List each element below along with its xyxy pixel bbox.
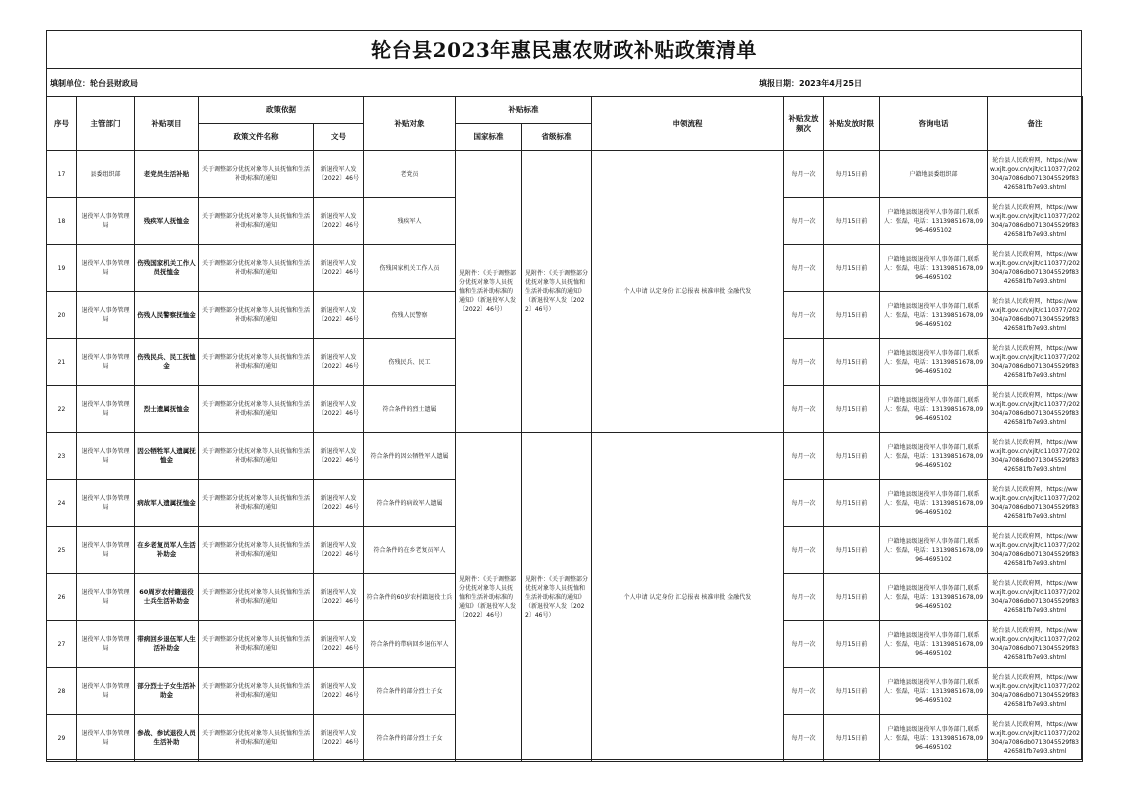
cell-seq: 21 — [47, 339, 77, 386]
cell-target: 符合条件的烈士遗属 — [364, 386, 456, 433]
cell-seq: 22 — [47, 386, 77, 433]
cell-time: 每月15日前 — [824, 480, 880, 527]
policy-sheet — [46, 30, 1082, 760]
cell-doc-name: 关于调整部分优抚对象等人员抚恤和生活补助标准的通知 — [199, 292, 314, 339]
cell-time: 每月15日前 — [824, 339, 880, 386]
cell-remark: 轮台县人民政府网，https://www.xjlt.gov.cn/xjlt/c110377/202304/a7086db0713045529f83426581fb7e93.shtml — [988, 198, 1083, 245]
header-basis: 政策依据 — [199, 97, 364, 124]
header-item: 补贴项目 — [135, 97, 199, 151]
cell-seq: 23 — [47, 433, 77, 480]
cell-remark: 轮台县人民政府网，https://www.xjlt.gov.cn/xjlt/c110377/202304/a7086db0713045529f83426581fb7e93.shtml — [988, 668, 1083, 715]
cell-dept: 退役军人事务管理局 — [77, 527, 135, 574]
cell-target: 老党员 — [364, 151, 456, 198]
header-national: 国家标准 — [456, 124, 522, 151]
compiler-unit: 填制单位：轮台县财政局 — [50, 79, 138, 88]
cell-item: 病故军人遗属抚恤金 — [135, 480, 199, 527]
cell-frequency: 每月一次 — [784, 480, 824, 527]
cell-item: 带病回乡退伍军人生活补助金 — [135, 621, 199, 668]
cell-doc-name: 关于调整部分优抚对象等人员抚恤和生活补助标准的通知 — [199, 433, 314, 480]
cell-seq: 17 — [47, 151, 77, 198]
cell-dept: 退役军人事务管理局 — [77, 621, 135, 668]
cell-doc-name: 关于调整部分优抚对象等人员抚恤和生活补助标准的通知 — [199, 480, 314, 527]
cell-phone: 户籍地县级退役军人事务部门,联系人：张磊，电话：13139851678,0996-4695102 — [880, 715, 988, 762]
cell-doc-no: 新退役军人发〔2022〕46号 — [314, 386, 364, 433]
cell-doc-no: 新退役军人发〔2022〕46号 — [314, 339, 364, 386]
header-doc-no: 文号 — [314, 124, 364, 151]
header-provincial: 省级标准 — [522, 124, 592, 151]
cell-frequency: 每月一次 — [784, 574, 824, 621]
header-doc-name: 政策文件名称 — [199, 124, 314, 151]
cell-item: 烈士遗属抚恤金 — [135, 386, 199, 433]
cell-doc-no: 新退役军人发〔2022〕46号 — [314, 480, 364, 527]
cell-doc-name: 关于调整部分优抚对象等人员抚恤和生活补助标准的通知 — [199, 198, 314, 245]
report-date: 填报日期：2023年4月25日 — [759, 79, 862, 88]
cell-time: 每月15日前 — [824, 574, 880, 621]
cell-time: 每月15日前 — [824, 715, 880, 762]
cell-item: 伤残民兵、民工抚恤金 — [135, 339, 199, 386]
cell-dept: 退役军人事务管理局 — [77, 574, 135, 621]
cell-target: 符合条件的部分烈士子女 — [364, 668, 456, 715]
header-process: 申领流程 — [592, 97, 784, 151]
cell-doc-name: 关于调整部分优抚对象等人员抚恤和生活补助标准的通知 — [199, 668, 314, 715]
cell-remark: 轮台县人民政府网，https://www.xjlt.gov.cn/xjlt/c110377/202304/a7086db0713045529f83426581fb7e93.shtml — [988, 715, 1083, 762]
cell-doc-name: 关于调整部分优抚对象等人员抚恤和生活补助标准的通知 — [199, 339, 314, 386]
cell-target: 伤残人民警察 — [364, 292, 456, 339]
cell-frequency: 每月一次 — [784, 527, 824, 574]
cell-frequency: 每月一次 — [784, 433, 824, 480]
cell-doc-no: 新退役军人发〔2022〕46号 — [314, 198, 364, 245]
header-standard: 补贴标准 — [456, 97, 592, 124]
cell-doc-name: 关于调整部分优抚对象等人员抚恤和生活补助标准的通知 — [199, 621, 314, 668]
cell-doc-no: 新退役军人发〔2022〕46号 — [314, 621, 364, 668]
cell-target: 符合条件的带病回乡退伍军人 — [364, 621, 456, 668]
cell-target: 符合条件的病故军人遗属 — [364, 480, 456, 527]
cell-item: 60周岁农村籍退役士兵生活补助金 — [135, 574, 199, 621]
header-frequency: 补贴发放频次 — [784, 97, 824, 151]
cell-phone: 户籍地县级退役军人事务部门,联系人：张磊，电话：13139851678,0996-4695102 — [880, 245, 988, 292]
cell-doc-no: 新退役军人发〔2022〕46号 — [314, 292, 364, 339]
cell-provincial-standard: 见附件：《关于调整部分优抚对象等人员抚恤和生活补助标准的通知》（新退役军人发〔2022〕46号） — [522, 151, 592, 433]
cell-phone: 户籍地县级退役军人事务部门,联系人：张磊，电话：13139851678,0996-4695102 — [880, 198, 988, 245]
cell-frequency: 每月一次 — [784, 621, 824, 668]
cell-dept: 退役军人事务管理局 — [77, 339, 135, 386]
cell-remark: 轮台县人民政府网，https://www.xjlt.gov.cn/xjlt/c110377/202304/a7086db0713045529f83426581fb7e93.shtml — [988, 480, 1083, 527]
cell-doc-name: 关于调整部分优抚对象等人员抚恤和生活补助标准的通知 — [199, 151, 314, 198]
cell-doc-name: 关于调整部分优抚对象等人员抚恤和生活补助标准的通知 — [199, 386, 314, 433]
cell-item: 部分烈士子女生活补助金 — [135, 668, 199, 715]
cell-time: 每月15日前 — [824, 621, 880, 668]
cell-time: 每月15日前 — [824, 433, 880, 480]
cell-dept: 退役军人事务管理局 — [77, 292, 135, 339]
cell-item: 因公牺牲军人遗属抚恤金 — [135, 433, 199, 480]
cell-phone: 户籍地县级退役军人事务部门,联系人：张磊，电话：13139851678,0996-4695102 — [880, 621, 988, 668]
cell-remark: 轮台县人民政府网，https://www.xjlt.gov.cn/xjlt/c110377/202304/a7086db0713045529f83426581fb7e93.shtml — [988, 245, 1083, 292]
cell-national-standard: 见附件：《关于调整部分优抚对象等人员抚恤和生活补助标准的通知》（新退役军人发〔2022〕46号） — [456, 433, 522, 762]
cell-doc-no: 新退役军人发〔2022〕46号 — [314, 151, 364, 198]
table-body — [47, 151, 1083, 762]
cell-phone: 户籍地县级退役军人事务部门,联系人：张磊，电话：13139851678,0996-4695102 — [880, 433, 988, 480]
cell-dept: 退役军人事务管理局 — [77, 245, 135, 292]
cell-seq: 25 — [47, 527, 77, 574]
cell-seq: 19 — [47, 245, 77, 292]
cell-time: 每月15日前 — [824, 386, 880, 433]
cell-target: 符合条件的因公牺牲军人遗属 — [364, 433, 456, 480]
cell-phone: 户籍地县级退役军人事务部门,联系人：张磊，电话：13139851678,0996-4695102 — [880, 574, 988, 621]
cell-seq: 20 — [47, 292, 77, 339]
cell-remark: 轮台县人民政府网，https://www.xjlt.gov.cn/xjlt/c110377/202304/a7086db0713045529f83426581fb7e93.shtml — [988, 621, 1083, 668]
cell-seq: 27 — [47, 621, 77, 668]
header-time: 补贴发放时限 — [824, 97, 880, 151]
cell-remark: 轮台县人民政府网，https://www.xjlt.gov.cn/xjlt/c110377/202304/a7086db0713045529f83426581fb7e93.shtml — [988, 292, 1083, 339]
cell-frequency: 每月一次 — [784, 198, 824, 245]
page-title: 轮台县2023年惠民惠农财政补贴政策清单 — [47, 31, 1081, 69]
info-line — [47, 69, 1081, 97]
cell-dept: 退役军人事务管理局 — [77, 433, 135, 480]
cell-process: 个人申请 认定身份 汇总报表 核准审批 金融代发 — [592, 433, 784, 762]
cell-remark: 轮台县人民政府网，https://www.xjlt.gov.cn/xjlt/c110377/202304/a7086db0713045529f83426581fb7e93.shtml — [988, 151, 1083, 198]
cell-frequency: 每月一次 — [784, 339, 824, 386]
cell-frequency: 每月一次 — [784, 292, 824, 339]
cell-process: 个人申请 认定身份 汇总报表 核准审批 金融代发 — [592, 151, 784, 433]
cell-target: 伤残民兵、民工 — [364, 339, 456, 386]
cell-doc-name: 关于调整部分优抚对象等人员抚恤和生活补助标准的通知 — [199, 245, 314, 292]
cell-frequency: 每月一次 — [784, 245, 824, 292]
cell-dept: 县委组织部 — [77, 151, 135, 198]
cell-doc-no: 新退役军人发〔2022〕46号 — [314, 433, 364, 480]
table-row — [47, 433, 1083, 480]
cell-dept: 退役军人事务管理局 — [77, 386, 135, 433]
cell-item: 伤残国家机关工作人员抚恤金 — [135, 245, 199, 292]
cell-seq: 24 — [47, 480, 77, 527]
cell-doc-no: 新退役军人发〔2022〕46号 — [314, 715, 364, 762]
cell-dept: 退役军人事务管理局 — [77, 668, 135, 715]
cell-doc-no: 新退役军人发〔2022〕46号 — [314, 574, 364, 621]
cell-time: 每月15日前 — [824, 668, 880, 715]
cell-time: 每月15日前 — [824, 151, 880, 198]
table-row — [47, 151, 1083, 198]
cell-seq: 29 — [47, 715, 77, 762]
cell-remark: 轮台县人民政府网，https://www.xjlt.gov.cn/xjlt/c110377/202304/a7086db0713045529f83426581fb7e93.shtml — [988, 527, 1083, 574]
cell-item: 参战、参试退役人员生活补助 — [135, 715, 199, 762]
cell-remark: 轮台县人民政府网，https://www.xjlt.gov.cn/xjlt/c110377/202304/a7086db0713045529f83426581fb7e93.shtml — [988, 574, 1083, 621]
subsidy-table — [46, 96, 1083, 762]
cell-doc-name: 关于调整部分优抚对象等人员抚恤和生活补助标准的通知 — [199, 574, 314, 621]
cell-national-standard: 见附件：《关于调整部分优抚对象等人员抚恤和生活补助标准的通知》（新退役军人发〔2022〕46号） — [456, 151, 522, 433]
cell-phone: 户籍地县级退役军人事务部门,联系人：张磊，电话：13139851678,0996-4695102 — [880, 668, 988, 715]
cell-seq: 18 — [47, 198, 77, 245]
cell-phone: 户籍地县委组织部 — [880, 151, 988, 198]
cell-time: 每月15日前 — [824, 527, 880, 574]
cell-target: 残疾军人 — [364, 198, 456, 245]
cell-dept: 退役军人事务管理局 — [77, 480, 135, 527]
cell-dept: 退役军人事务管理局 — [77, 715, 135, 762]
cell-seq: 26 — [47, 574, 77, 621]
cell-frequency: 每月一次 — [784, 151, 824, 198]
cell-time: 每月15日前 — [824, 198, 880, 245]
cell-doc-name: 关于调整部分优抚对象等人员抚恤和生活补助标准的通知 — [199, 527, 314, 574]
header-target: 补贴对象 — [364, 97, 456, 151]
cell-phone: 户籍地县级退役军人事务部门,联系人：张磊，电话：13139851678,0996-4695102 — [880, 339, 988, 386]
cell-phone: 户籍地县级退役军人事务部门,联系人：张磊，电话：13139851678,0996-4695102 — [880, 527, 988, 574]
cell-time: 每月15日前 — [824, 292, 880, 339]
cell-target: 伤残国家机关工作人员 — [364, 245, 456, 292]
cell-time: 每月15日前 — [824, 245, 880, 292]
cell-doc-no: 新退役军人发〔2022〕46号 — [314, 668, 364, 715]
cell-target: 符合条件的部分烈士子女 — [364, 715, 456, 762]
cell-frequency: 每月一次 — [784, 386, 824, 433]
cell-phone: 户籍地县级退役军人事务部门,联系人：张磊，电话：13139851678,0996-4695102 — [880, 386, 988, 433]
cell-item: 在乡老复员军人生活补助金 — [135, 527, 199, 574]
header-dept: 主管部门 — [77, 97, 135, 151]
cell-frequency: 每月一次 — [784, 715, 824, 762]
header-seq: 序号 — [47, 97, 77, 151]
cell-item: 残疾军人抚恤金 — [135, 198, 199, 245]
header-phone: 咨询电话 — [880, 97, 988, 151]
cell-remark: 轮台县人民政府网，https://www.xjlt.gov.cn/xjlt/c110377/202304/a7086db0713045529f83426581fb7e93.shtml — [988, 339, 1083, 386]
cell-remark: 轮台县人民政府网，https://www.xjlt.gov.cn/xjlt/c110377/202304/a7086db0713045529f83426581fb7e93.shtml — [988, 386, 1083, 433]
cell-phone: 户籍地县级退役军人事务部门,联系人：张磊，电话：13139851678,0996-4695102 — [880, 480, 988, 527]
cell-target: 符合条件的60岁农村籍退役士兵 — [364, 574, 456, 621]
cell-item: 老党员生活补贴 — [135, 151, 199, 198]
cell-item: 伤残人民警察抚恤金 — [135, 292, 199, 339]
header-remark: 备注 — [988, 97, 1083, 151]
cell-doc-no: 新退役军人发〔2022〕46号 — [314, 527, 364, 574]
cell-provincial-standard: 见附件：《关于调整部分优抚对象等人员抚恤和生活补助标准的通知》（新退役军人发〔2022〕46号） — [522, 433, 592, 762]
cell-dept: 退役军人事务管理局 — [77, 198, 135, 245]
cell-remark: 轮台县人民政府网，https://www.xjlt.gov.cn/xjlt/c110377/202304/a7086db0713045529f83426581fb7e93.shtml — [988, 433, 1083, 480]
cell-phone: 户籍地县级退役军人事务部门,联系人：张磊，电话：13139851678,0996-4695102 — [880, 292, 988, 339]
cell-target: 符合条件的在乡老复员军人 — [364, 527, 456, 574]
cell-doc-name: 关于调整部分优抚对象等人员抚恤和生活补助标准的通知 — [199, 715, 314, 762]
cell-doc-no: 新退役军人发〔2022〕46号 — [314, 245, 364, 292]
cell-frequency: 每月一次 — [784, 668, 824, 715]
cell-seq: 28 — [47, 668, 77, 715]
